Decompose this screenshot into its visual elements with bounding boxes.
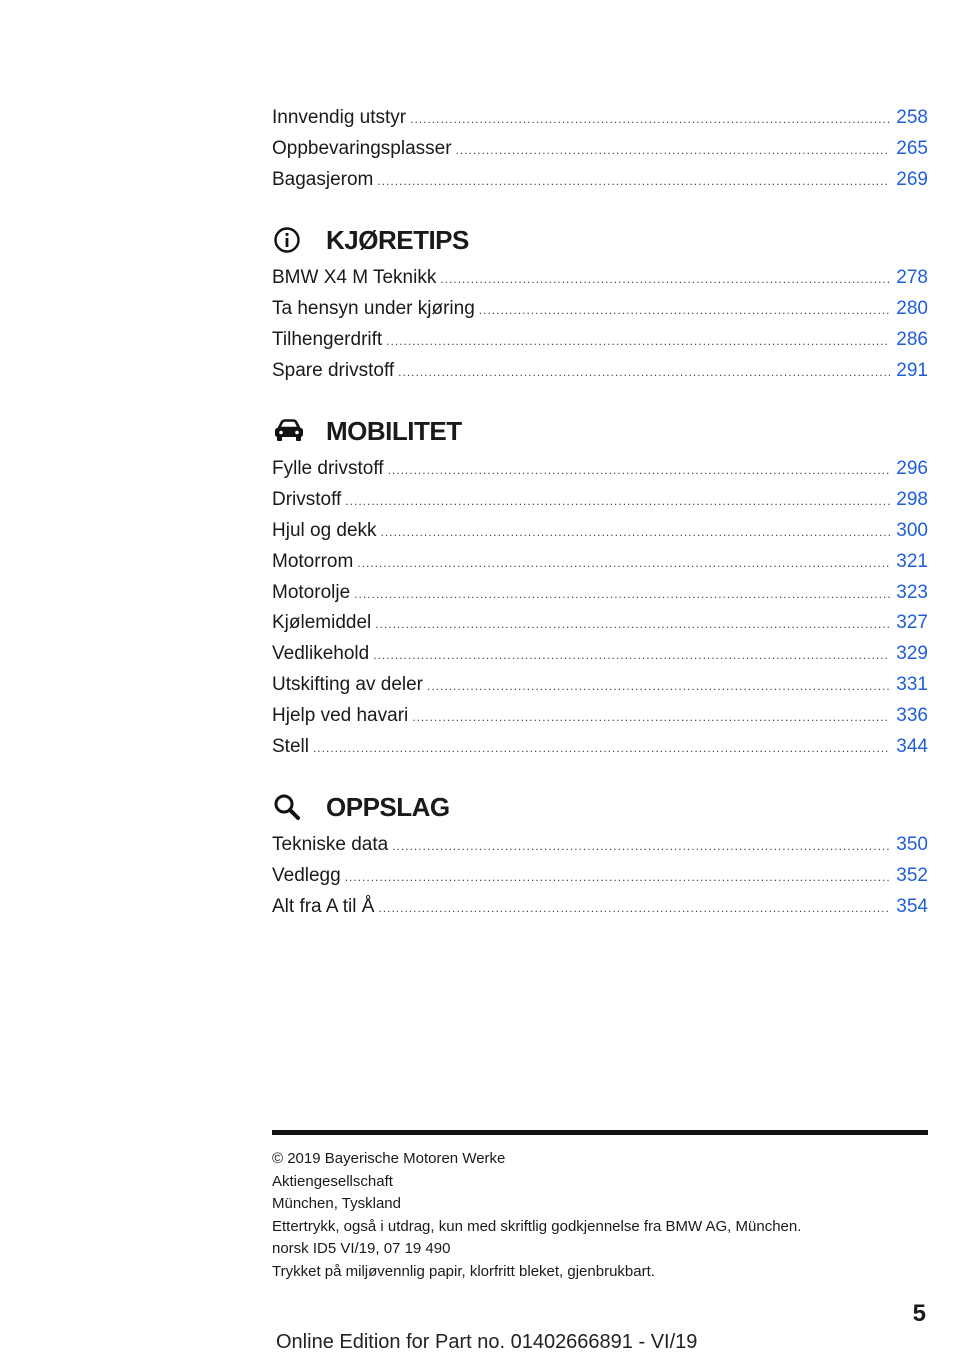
toc-entry[interactable] bbox=[272, 703, 928, 729]
footer-reprint-notice: Ettertrykk, også i utdrag, kun med skriftlig godkjennelse fra BMW AG, München. bbox=[272, 1217, 802, 1235]
toc-entry-title: Motorolje bbox=[272, 582, 351, 603]
toc-entry[interactable] bbox=[272, 641, 928, 667]
toc-entry[interactable] bbox=[272, 580, 928, 606]
footer-paper-notice: Trykket på miljøvennlig papir, klorfritt bleket, gjenbrukbart. bbox=[272, 1262, 655, 1280]
dot-leader bbox=[479, 297, 891, 323]
footer-company: Aktiengesellschaft bbox=[272, 1172, 393, 1190]
dot-leader bbox=[427, 673, 890, 699]
toc-entry-page-link[interactable]: 344 bbox=[896, 736, 928, 757]
toc-entry[interactable] bbox=[272, 358, 928, 384]
toc-entry-title: Stell bbox=[272, 736, 309, 757]
toc-entry[interactable] bbox=[272, 734, 928, 760]
toc-entry-title: BMW X4 M Teknikk bbox=[272, 267, 437, 288]
toc-entry-page-link[interactable]: 352 bbox=[896, 865, 928, 886]
dot-leader bbox=[377, 168, 890, 194]
toc-entry-page-link[interactable]: 258 bbox=[896, 107, 928, 128]
toc-entry-title: Vedlikehold bbox=[272, 643, 370, 664]
toc-entry-page-link[interactable]: 300 bbox=[896, 520, 928, 541]
toc-entry-page-link[interactable]: 298 bbox=[896, 489, 928, 510]
toc-entry-title: Drivstoff bbox=[272, 489, 342, 510]
dot-leader bbox=[378, 895, 890, 921]
section-title: KJØRETIPS bbox=[326, 224, 469, 255]
dot-leader bbox=[373, 642, 890, 668]
toc-entry[interactable] bbox=[272, 518, 928, 544]
toc-entry-title: Bagasjerom bbox=[272, 169, 374, 190]
imprint-footer bbox=[272, 1148, 928, 1283]
toc-entry-page-link[interactable]: 327 bbox=[896, 612, 928, 633]
toc-entry-page-link[interactable]: 291 bbox=[896, 360, 928, 381]
dot-leader bbox=[388, 457, 891, 483]
toc-entry-title: Kjølemiddel bbox=[272, 612, 372, 633]
toc-entry-title: Hjelp ved havari bbox=[272, 705, 409, 726]
toc-entry-title: Tilhengerdrift bbox=[272, 329, 383, 350]
section-heading-kjoretips bbox=[272, 222, 469, 258]
toc-entry[interactable] bbox=[272, 167, 928, 193]
section-heading-mobilitet bbox=[272, 413, 462, 449]
dot-leader bbox=[386, 328, 890, 354]
toc-entry-title: Motorrom bbox=[272, 551, 354, 572]
toc-entry[interactable] bbox=[272, 327, 928, 353]
dot-leader bbox=[412, 704, 890, 730]
toc-entry-page-link[interactable]: 286 bbox=[896, 329, 928, 350]
toc-entry[interactable] bbox=[272, 894, 928, 920]
section-title: MOBILITET bbox=[326, 415, 462, 446]
dot-leader bbox=[357, 550, 890, 576]
toc-entry-title: Utskifting av deler bbox=[272, 674, 424, 695]
info-circle-icon bbox=[272, 222, 312, 258]
dot-leader bbox=[375, 611, 890, 637]
toc-entry-page-link[interactable]: 323 bbox=[896, 582, 928, 603]
toc-entry-title: Vedlegg bbox=[272, 865, 341, 886]
toc-entry[interactable] bbox=[272, 265, 928, 291]
toc-entry-title: Spare drivstoff bbox=[272, 360, 395, 381]
online-edition-watermark: Online Edition for Part no. 01402666891 - VI/19 bbox=[276, 1331, 698, 1353]
toc-entry[interactable] bbox=[272, 863, 928, 889]
dot-leader bbox=[313, 735, 890, 761]
toc-entry[interactable] bbox=[272, 456, 928, 482]
toc-entry-title: Tekniske data bbox=[272, 834, 389, 855]
footer-location: München, Tyskland bbox=[272, 1195, 401, 1212]
dot-leader bbox=[345, 864, 891, 890]
toc-entry-page-link[interactable]: 280 bbox=[896, 298, 928, 319]
toc-entry-page-link[interactable]: 265 bbox=[896, 138, 928, 159]
dot-leader bbox=[440, 266, 890, 292]
section-title: OPPSLAG bbox=[326, 791, 450, 822]
toc-entry-page-link[interactable]: 296 bbox=[896, 458, 928, 479]
toc-entry[interactable] bbox=[272, 610, 928, 636]
toc-entry-page-link[interactable]: 354 bbox=[896, 896, 928, 917]
footer-divider bbox=[272, 1130, 928, 1135]
dot-leader bbox=[456, 137, 891, 163]
page-number: 5 bbox=[912, 1300, 926, 1327]
dot-leader bbox=[381, 519, 891, 545]
toc-entry-page-link[interactable]: 336 bbox=[896, 705, 928, 726]
toc-entry[interactable] bbox=[272, 105, 928, 131]
toc-entry-page-link[interactable]: 329 bbox=[896, 643, 928, 664]
dot-leader bbox=[354, 581, 890, 607]
toc-entry-title: Ta hensyn under kjøring bbox=[272, 298, 475, 319]
dot-leader bbox=[345, 488, 890, 514]
search-icon bbox=[272, 789, 312, 825]
toc-entry[interactable] bbox=[272, 487, 928, 513]
car-icon bbox=[272, 413, 312, 449]
footer-document-id: norsk ID5 VI/19, 07 19 490 bbox=[272, 1240, 451, 1257]
toc-entry-page-link[interactable]: 331 bbox=[896, 674, 928, 695]
toc-entry-page-link[interactable]: 278 bbox=[896, 267, 928, 288]
section-heading-oppslag bbox=[272, 789, 450, 825]
toc-entry-page-link[interactable]: 321 bbox=[896, 551, 928, 572]
dot-leader bbox=[410, 106, 890, 132]
dot-leader bbox=[392, 833, 890, 859]
toc-entry-title: Alt fra A til Å bbox=[272, 896, 375, 917]
toc-entry-page-link[interactable]: 350 bbox=[896, 834, 928, 855]
toc-entry-title: Oppbevaringsplasser bbox=[272, 138, 452, 159]
toc-entry[interactable] bbox=[272, 136, 928, 162]
toc-entry-page-link[interactable]: 269 bbox=[896, 169, 928, 190]
toc-entry-title: Fylle drivstoff bbox=[272, 458, 384, 479]
footer-copyright: © 2019 Bayerische Motoren Werke bbox=[272, 1150, 506, 1167]
toc-entry[interactable] bbox=[272, 549, 928, 575]
dot-leader bbox=[398, 359, 890, 385]
toc-entry[interactable] bbox=[272, 672, 928, 698]
toc-entry-title: Hjul og dekk bbox=[272, 520, 377, 541]
toc-entry-title: Innvendig utstyr bbox=[272, 107, 407, 128]
toc-entry[interactable] bbox=[272, 832, 928, 858]
toc-entry[interactable] bbox=[272, 296, 928, 322]
